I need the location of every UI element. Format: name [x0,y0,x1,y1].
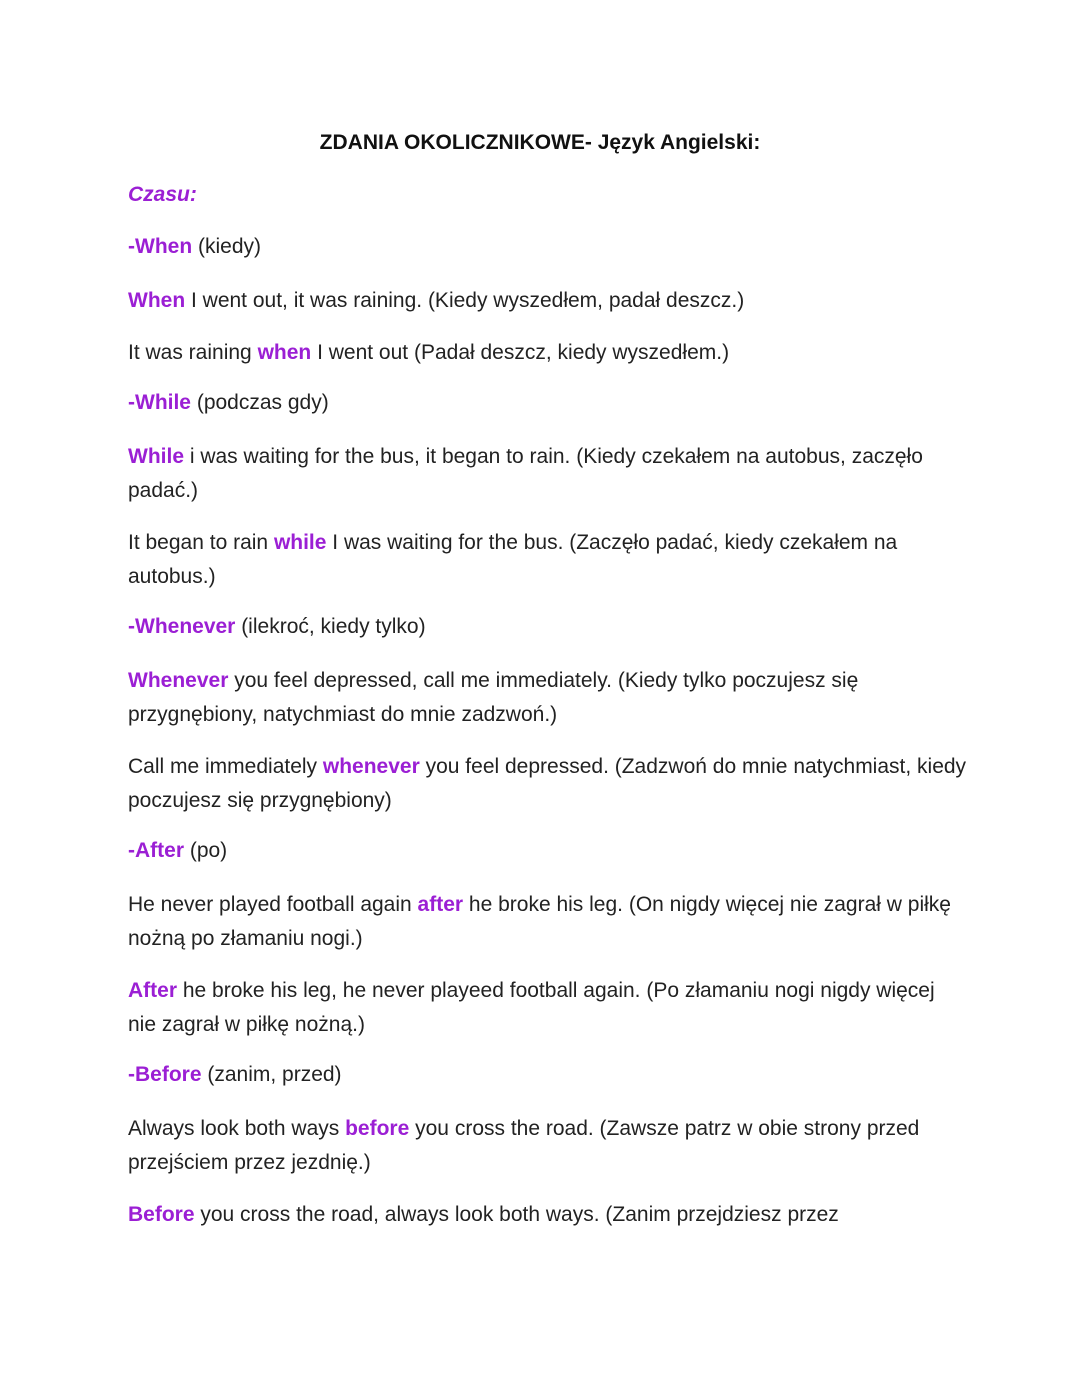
term-keyword: -Before [128,1063,202,1086]
term-translation: (ilekroć, kiedy tylko) [235,615,426,638]
example-sentence [128,526,968,594]
example-sentence [128,336,968,370]
example-keyword: when [257,341,312,364]
example-keyword: When [128,289,186,312]
term-translation: (podczas gdy) [191,391,329,414]
example-text: you feel depressed, call me immediately. (Kiedy tylko poczujesz się przygnębiony, natychmiast do mnie zadzwoń.) [128,669,859,726]
example-text: I went out (Padał deszcz, kiedy wyszedłem.) [311,341,730,364]
term-translation: (po) [184,839,228,862]
example-keyword: before [345,1117,410,1140]
term-keyword: -After [128,839,184,862]
term-whenever [128,612,968,642]
example-text: he broke his leg. (On nigdy więcej nie zagrał w piłkę nożną po złamaniu nogi.) [128,893,951,950]
example-text: It was raining [128,341,258,364]
example-sentence [128,664,968,732]
term-while [128,388,968,418]
example-keyword: After [128,979,178,1002]
example-sentence [128,750,968,818]
example-keyword: after [417,893,464,916]
term-when [128,232,968,262]
example-sentence [128,888,968,956]
example-keyword: whenever [322,755,420,778]
section-heading-czasu: Czasu: [128,183,197,206]
term-after [128,836,968,866]
example-keyword: while [273,531,327,554]
example-text: you feel depressed. (Zadzwoń do mnie natychmiast, kiedy poczujesz się przygnębiony) [128,755,967,812]
example-keyword: While [128,445,184,468]
example-sentence [128,440,968,508]
example-text: you cross the road. (Zawsze patrz w obie strony przed przejściem przez jezdnię.) [128,1117,920,1174]
example-sentence [128,974,968,1042]
term-translation: (kiedy) [192,235,262,258]
document-body [128,180,968,1250]
example-keyword: Whenever [128,669,229,692]
example-text: It began to rain [128,531,274,554]
term-before [128,1060,968,1090]
example-text: I went out, it was raining. (Kiedy wyszedłem, padał deszcz.) [185,289,745,312]
example-text: he broke his leg, he never playeed football again. (Po złamaniu nogi nigdy więcej nie zagrał w piłkę nożną.) [128,979,935,1036]
page-title: ZDANIA OKOLICZNIKOWE- Język Angielski: [319,131,761,154]
example-text: Call me immediately [128,755,323,778]
example-sentence [128,284,968,318]
example-text: i was waiting for the bus, it began to rain. (Kiedy czekałem na autobus, zaczęło padać.) [128,445,923,502]
term-keyword: -Whenever [128,615,236,638]
example-sentence [128,1112,968,1180]
example-keyword: Before [128,1203,195,1226]
term-keyword: -While [128,391,191,414]
example-text: you cross the road, always look both ways. (Zanim przejdziesz przez [194,1203,839,1226]
example-text: I was waiting for the bus. (Zaczęło padać, kiedy czekałem na autobus.) [128,531,898,588]
example-text: He never played football again [128,893,418,916]
example-sentence [128,1198,968,1232]
term-translation: (zanim, przed) [201,1063,342,1086]
term-keyword: -When [128,235,193,258]
example-text: Always look both ways [128,1117,346,1140]
